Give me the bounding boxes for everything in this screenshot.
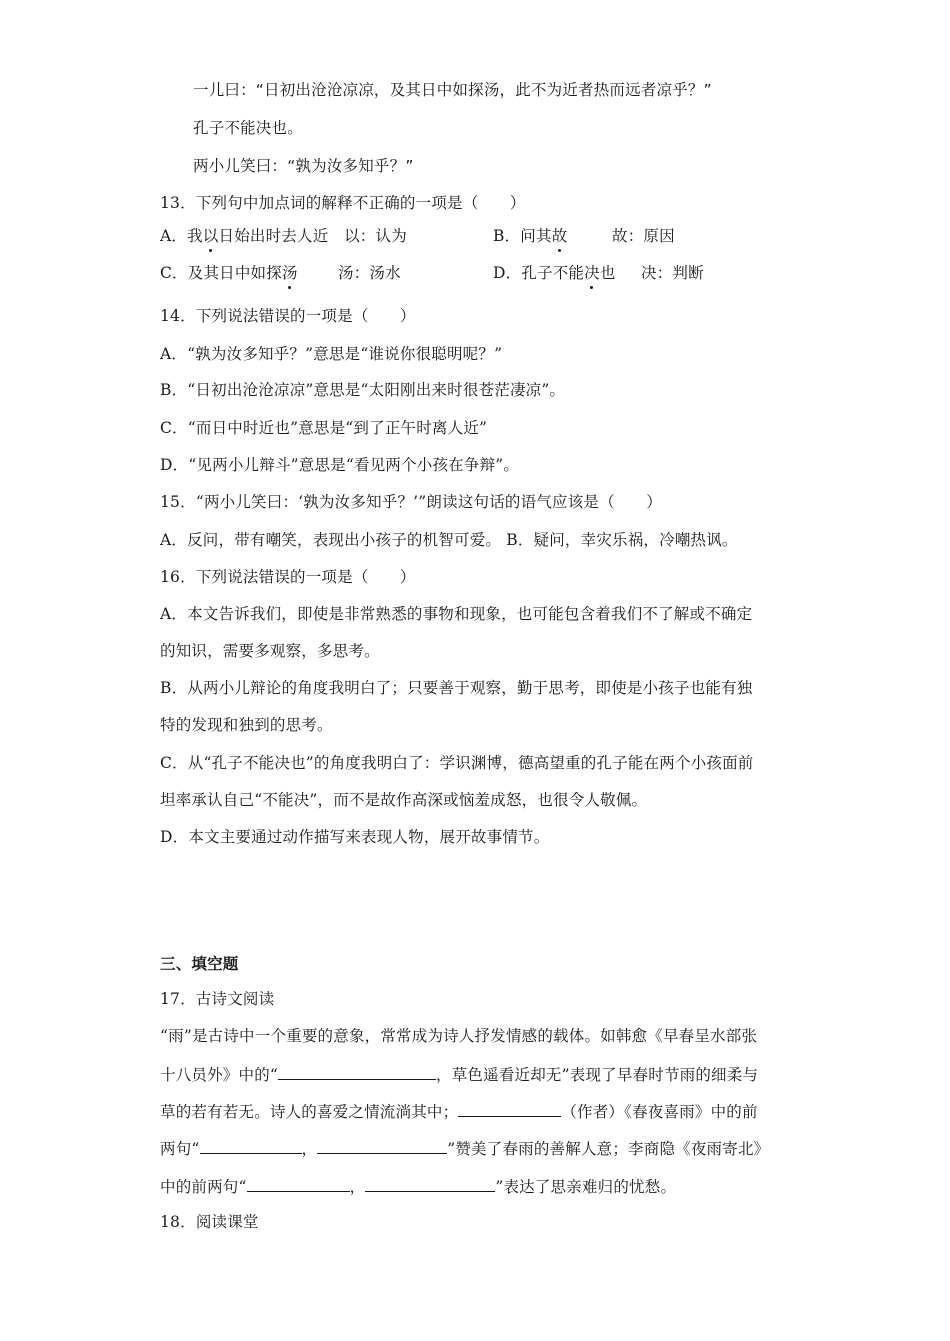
q13-option-b-gloss: 故：原因 xyxy=(612,227,675,245)
q14-option-a: A．“孰为汝多知乎？”意思是“谁说你很聪明呢？” xyxy=(160,345,503,363)
q16-line-4: 特的发现和独到的思考。 xyxy=(160,716,333,734)
answer-blank-author[interactable] xyxy=(458,1099,561,1117)
section-heading-fill-in: 三、填空题 xyxy=(160,954,239,973)
q16-line-1: A．本文告诉我们，即使是非常熟悉的事物和现象，也可能包含着我们不了解或不确定 xyxy=(160,605,753,623)
q13-option-a xyxy=(160,225,407,247)
q17-line-5 xyxy=(160,1174,676,1198)
q13-option-b xyxy=(493,225,567,247)
q16-stem: 16．下列说法错误的一项是（ ） xyxy=(160,568,416,586)
q16-line-3: B．从两小儿辩论的角度我明白了；只要善于观察，勤于思考，即使是小孩子也能有独 xyxy=(160,679,753,697)
q17-line-3 xyxy=(160,1099,758,1123)
q13-d-dotted-word: 决 xyxy=(584,264,600,282)
q17-line-4-a: 两句“ xyxy=(160,1140,200,1158)
q16-line-5: C．从“孔子不能决也”的角度我明白了：学识渊博，德高望重的孔子能在两个小孩面前 xyxy=(160,754,754,772)
q17-line-3-a: 草的若有若无。诗人的喜爱之情流淌其中； xyxy=(160,1103,459,1121)
q17-line-3-b: （作者）《春夜喜雨》中的前 xyxy=(561,1103,758,1121)
q15-stem: 15．“两小儿笑曰：‘孰为汝多知乎？’”朗读这句话的语气应该是（ ） xyxy=(160,493,662,511)
answer-blank-3[interactable] xyxy=(317,1136,447,1154)
q14-option-c: C．“而日中时近也”意思是“到了正午时离人近” xyxy=(160,419,488,437)
q17-line-4-b: ， xyxy=(301,1140,318,1158)
q13-b-dotted-word: 故 xyxy=(551,227,568,245)
q13-option-c xyxy=(160,262,298,284)
q16-line-2: 的知识，需要多观察，多思考。 xyxy=(160,642,380,660)
answer-blank-5[interactable] xyxy=(365,1174,495,1192)
q17-line-4-c: ”赞美了春雨的善解人意；李商隐《夜雨寄北》 xyxy=(447,1140,770,1158)
q13-a-dotted-word: 以 xyxy=(202,227,219,245)
q14-stem: 14．下列说法错误的一项是（ ） xyxy=(160,307,416,325)
q16-line-6: 坦率承认自己“不能决”，而不是故作高深或恼羞成怒，也很令人敬佩。 xyxy=(160,791,648,809)
passage-line-2: 孔子不能决也。 xyxy=(193,119,303,137)
q14-option-d: D．“见两小儿辩斗”意思是“看见两个小孩在争辩”。 xyxy=(160,456,520,474)
q17-line-2-a: 十八员外》中的“ xyxy=(160,1066,279,1084)
q18-title: 18．阅读课堂 xyxy=(160,1213,259,1231)
answer-blank-1[interactable] xyxy=(278,1062,436,1080)
q13-b-pre: B．问其 xyxy=(493,227,552,245)
q13-stem: 13．下列句中加点词的解释不正确的一项是（ ） xyxy=(160,194,526,212)
q13-option-d xyxy=(493,262,616,284)
q13-option-d-gloss: 决：判断 xyxy=(641,264,704,282)
q17-line-5-b: ， xyxy=(349,1178,366,1196)
answer-blank-2[interactable] xyxy=(200,1136,302,1154)
q14-option-b: B．“日初出沧沧凉凉”意思是“太阳刚出来时很苍茫凄凉”。 xyxy=(160,381,566,399)
passage-line-3: 两小儿笑曰：“孰为汝多知乎？” xyxy=(193,157,414,175)
passage-line-1: 一儿曰：“日初出沧沧凉凉，及其日中如探汤，此不为近者热而远者凉乎？” xyxy=(193,81,712,99)
q13-a-post: 日始出时去人近 以：认为 xyxy=(218,227,407,245)
q17-line-2-b: ，草色遥看近却无”表现了早春时节雨的细柔与 xyxy=(436,1066,759,1084)
answer-blank-4[interactable] xyxy=(247,1174,350,1192)
q17-line-1: “雨”是古诗中一个重要的意象，常常成为诗人抒发情感的载体。如韩愈《早春呈水部张 xyxy=(160,1027,758,1045)
q13-d-pre: D．孔子不能 xyxy=(493,264,585,282)
q17-line-5-a: 中的前两句“ xyxy=(160,1178,247,1196)
q13-a-pre: A．我 xyxy=(160,227,203,245)
q13-c-dotted-word: 汤 xyxy=(281,264,298,282)
q17-line-2 xyxy=(160,1062,758,1086)
q13-d-post: 也 xyxy=(599,264,616,282)
q17-line-5-c: ”表达了思亲难归的忧愁。 xyxy=(495,1178,677,1196)
q16-line-7: D．本文主要通过动作描写来表现人物，展开故事情节。 xyxy=(160,828,550,846)
q17-title: 17．古诗文阅读 xyxy=(160,990,275,1008)
q13-c-pre: C．及其日中如探 xyxy=(160,264,282,282)
q17-line-4 xyxy=(160,1136,769,1160)
q15-options: A．反问，带有嘲笑，表现出小孩子的机智可爱。 B．疑问，幸灾乐祸，冷嘲热讽。 xyxy=(160,531,738,549)
q13-option-c-gloss: 汤：汤水 xyxy=(338,264,401,282)
